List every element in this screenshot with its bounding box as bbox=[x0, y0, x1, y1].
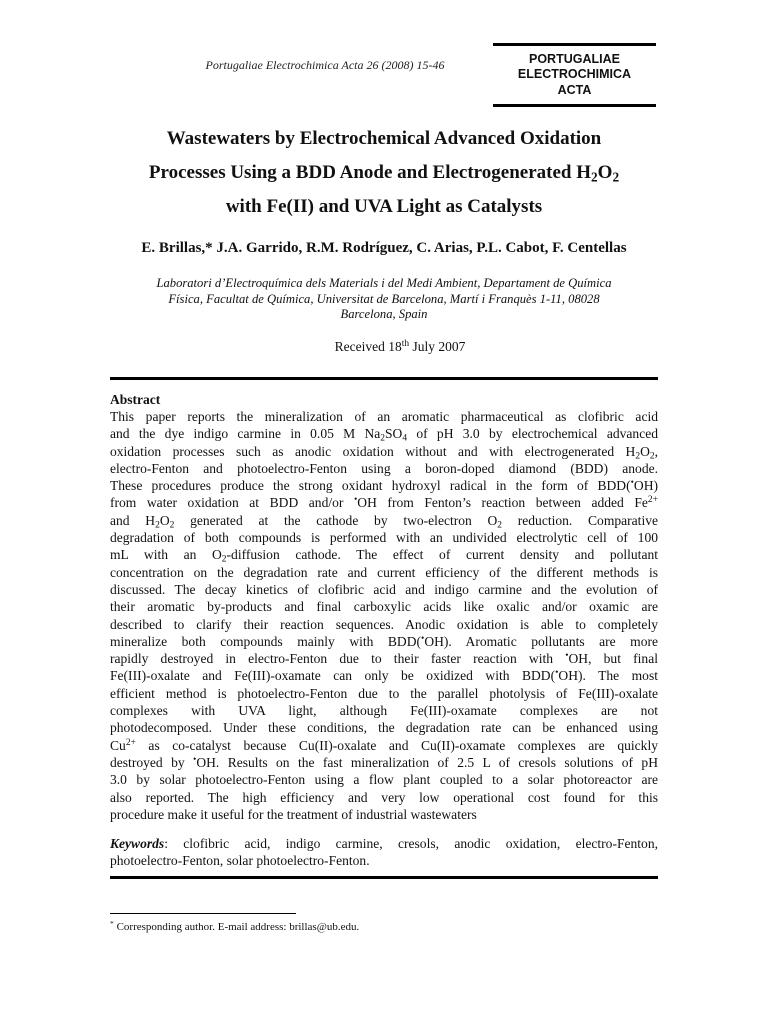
abstract-line: mineralize both compounds mainly with BDD(•OH). Aromatic pollutants are more bbox=[110, 633, 659, 649]
abstract-line: concentration on the degradation rate and current efficiency of the different methods is bbox=[110, 564, 658, 580]
abstract-line: mL with an $O_2$-diffusion cathode. The effect of current density and pollutant bbox=[110, 547, 658, 565]
abstract-line: degradation of both compounds is performed with an undivided electrolytic cell of 100 bbox=[110, 530, 658, 546]
abstract-line: from water oxidation at BDD and/or •OH from Fenton’s reaction between added $Fe^{2+}$ bbox=[110, 495, 658, 511]
footnote-rule bbox=[110, 913, 296, 914]
keywords-label: Keywords bbox=[110, 836, 165, 851]
journal-name-box bbox=[493, 43, 656, 107]
abstract-body bbox=[110, 408, 658, 823]
abstract-line: $Cu^{2+}$ as co-catalyst because Cu(II)-oxalate and Cu(II)-oxamate complexes are quickly bbox=[110, 737, 658, 753]
affiliation-line: Física, Facultat de Química, Universitat de Barcelona, Martí i Franquès 1-11, 08028 bbox=[168, 291, 600, 306]
abstract-line: electro-Fenton and photoelectro-Fenton using a boron-doped diamond (BDD) anode. bbox=[110, 460, 658, 476]
keywords-line: photoelectro-Fenton, solar photoelectro-Fenton. bbox=[110, 853, 370, 869]
abstract-line: photodecomposed. Under these conditions, the degradation rate can be enhanced using bbox=[110, 720, 658, 736]
abstract-line: also reported. The high efficiency and very low operational cost found for this bbox=[110, 789, 658, 805]
abstract-line: procedure make it useful for the treatment of industrial wastewaters bbox=[110, 806, 477, 822]
affiliation bbox=[110, 276, 658, 323]
abstract-line: These procedures produce the strong oxidant hydroxyl radical in the form of BDD(•OH) bbox=[110, 477, 658, 494]
abstract-line: their aromatic by-products and final carboxylic acids like oxalic and/or oxamic are bbox=[110, 599, 658, 615]
journal-citation: Portugaliae Electrochimica Acta 26 (2008) 15-46 bbox=[205, 58, 445, 72]
keywords-line: Keywords: clofibric acid, indigo carmine, cresols, anodic oxidation, electro-Fenton, bbox=[110, 836, 658, 851]
affiliation-line: Barcelona, Spain bbox=[340, 307, 428, 321]
title-line: with Fe(II) and UVA Light as Catalysts bbox=[225, 196, 543, 217]
author-list: E. Brillas,* J.A. Garrido, R.M. Rodríguez, C. Arias, P.L. Cabot, F. Centellas bbox=[141, 240, 627, 256]
bottom-rule bbox=[110, 876, 658, 879]
footnote: * Corresponding author. E-mail address: brillas@ub.edu. bbox=[110, 918, 360, 933]
title-line: Wastewaters by Electrochemical Advanced Oxidation bbox=[166, 128, 602, 149]
abstract-heading: Abstract bbox=[110, 392, 161, 407]
top-rule bbox=[110, 377, 658, 380]
abstract-line: and the dye indigo carmine in 0.05 M $Na_2SO_4$ of pH 3.0 by electrochemical advanced bbox=[110, 426, 658, 444]
abstract-line: described to clarify their reaction sequences. Anodic oxidation is able to completely bbox=[110, 616, 658, 632]
abstract-line: This paper reports the mineralization of an aromatic pharmaceutical as clofibric acid bbox=[110, 409, 658, 424]
abstract-line: and $H_2O_2$ generated at the cathode by two-electron $O_2$ reduction. Comparative bbox=[110, 512, 658, 531]
affiliation-line: Laboratori d’Electroquímica dels Materials i del Medi Ambient, Departament de Química bbox=[156, 276, 612, 290]
abstract-line: 3.0 by solar photoelectro-Fenton using a flow plant coupled to a solar photoreactor are bbox=[110, 772, 658, 788]
abstract-line: destroyed by •OH. Results on the fast mineralization of 2.5 L of cresols solutions of pH bbox=[110, 754, 658, 770]
abstract-line: efficient method is photoelectro-Fenton due to the parallel photolysis of Fe(III)-oxalate bbox=[110, 685, 658, 701]
title-line: Processes Using a BDD Anode and Electrogenerated $H_2O_2$ bbox=[148, 162, 620, 185]
abstract-line: Fe(III)-oxalate and Fe(III)-oxamate can only be oxidized with BDD(•OH). The most bbox=[110, 668, 658, 684]
abstract-line: complexes with UVA light, although Fe(III)-oxamate complexes are not bbox=[110, 703, 658, 719]
received-date: Received 18th July 2007 bbox=[334, 338, 466, 354]
abstract-line: rapidly destroyed in electro-Fenton due to their faster reaction with •OH, but final bbox=[110, 650, 658, 667]
paper-title bbox=[96, 122, 672, 224]
abstract-line: discussed. The decay kinetics of clofibric acid and indigo carmine and the evolution of bbox=[110, 581, 658, 597]
journal-name-line: ACTA bbox=[557, 82, 592, 97]
journal-name-line: PORTUGALIAE bbox=[529, 51, 620, 66]
abstract-line: oxidation processes such as anodic oxidation without and with electrogenerated $H_2O_2$, bbox=[110, 443, 658, 461]
journal-name-line: ELECTROCHIMICA bbox=[517, 67, 632, 82]
keywords bbox=[110, 835, 658, 870]
